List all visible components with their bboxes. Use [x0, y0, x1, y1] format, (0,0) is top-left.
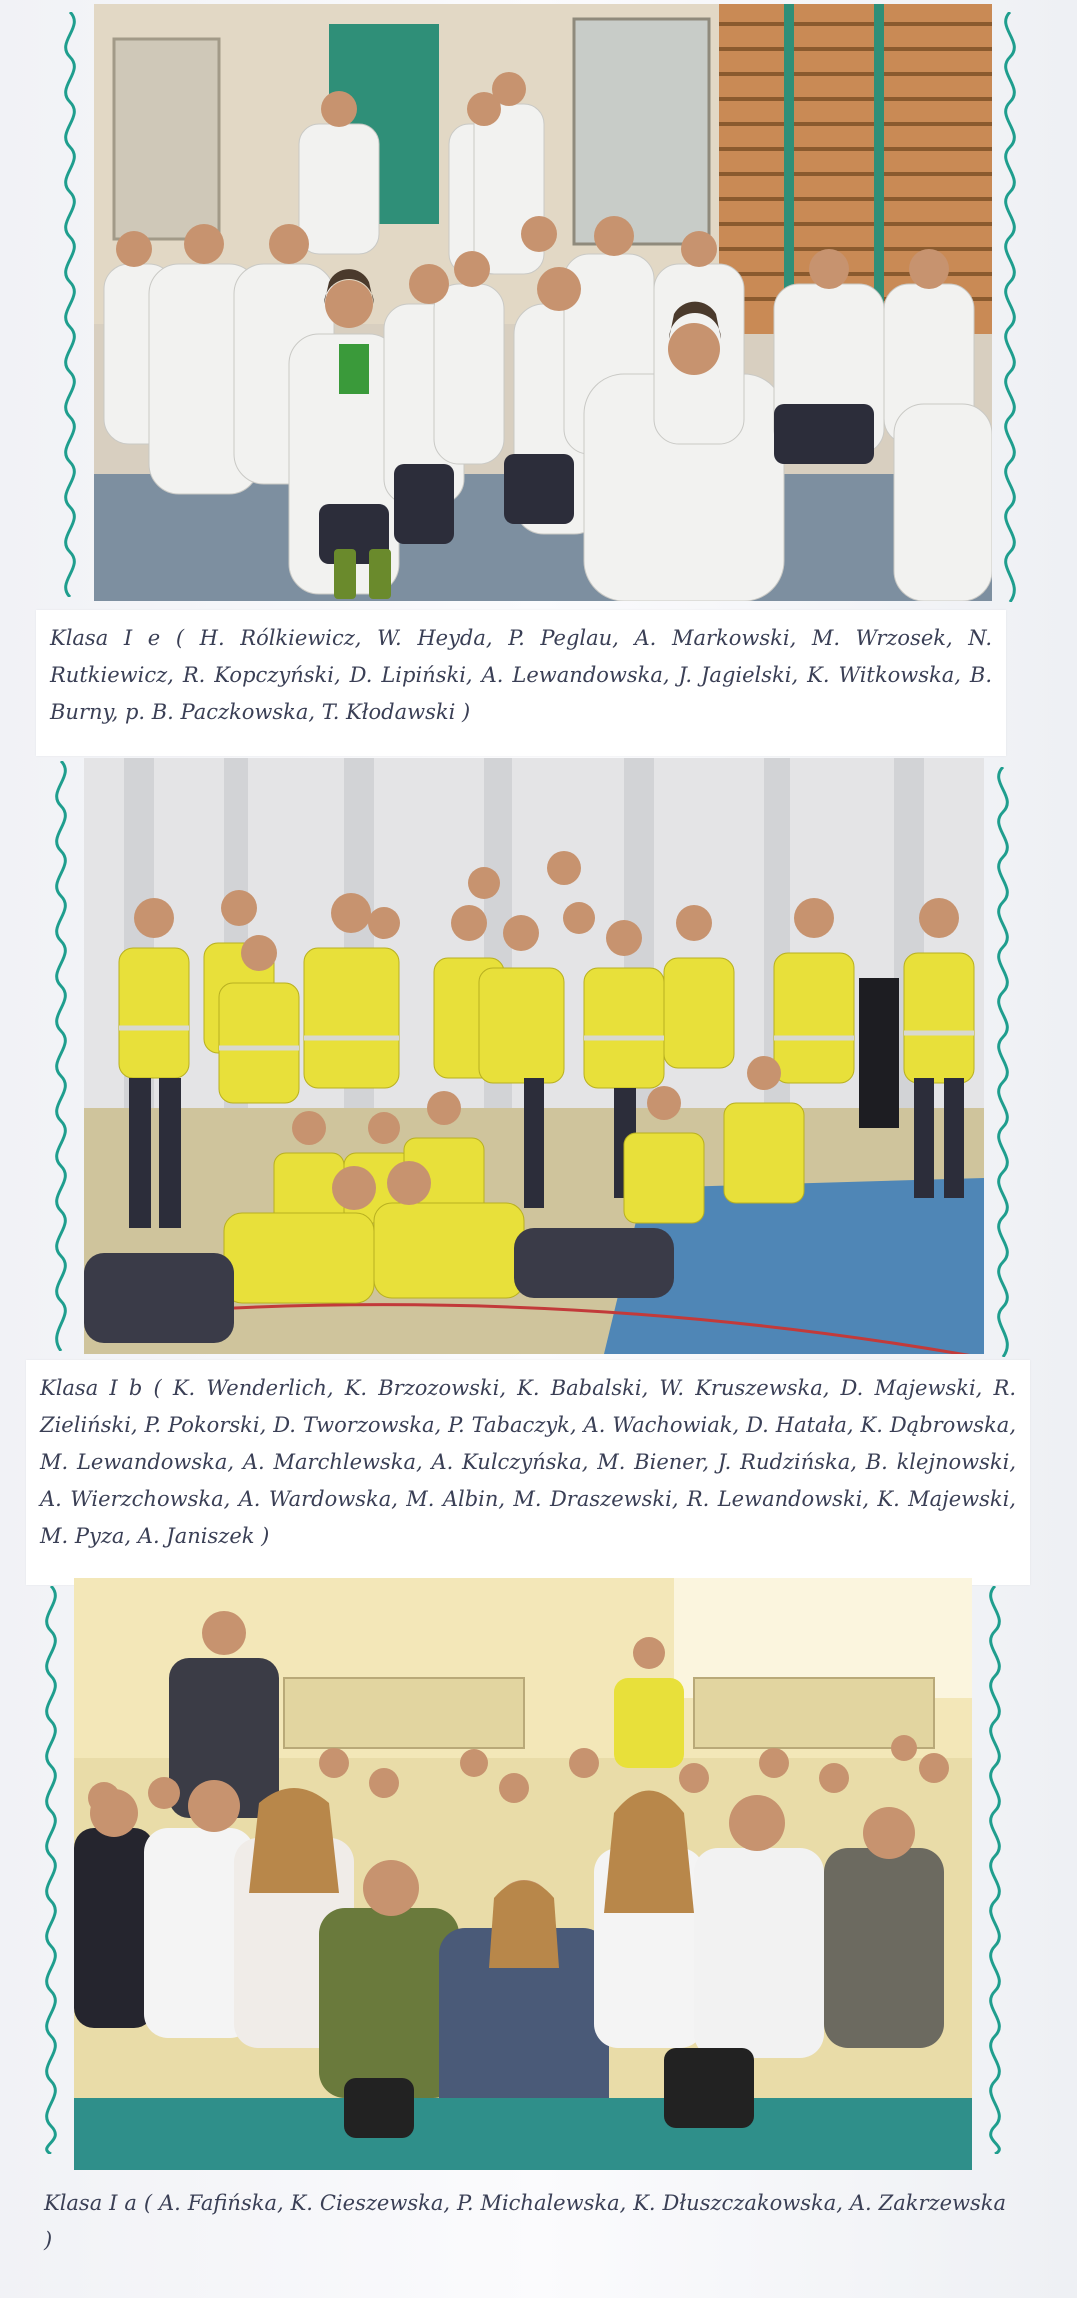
- class-caption: [36, 610, 1006, 756]
- section-class-1b: [0, 755, 1077, 1585]
- section-class-1e: [0, 0, 1077, 760]
- right-ornament: [995, 12, 1025, 602]
- caption-text: Klasa I e ( H. Rólkiewicz, W. Heyda, P. Peglau, A. Markowski, M. Wrzosek, N. Rutkiewicz, R. Kopczyński, D. Lipiński, A. Lewandowska, J. Jagielski, K. Witkowska, B. Burny, p. B. Paczkowska, T. Kłodawski ): [50, 626, 992, 724]
- class-photo: [84, 758, 984, 1354]
- class-photo: [74, 1578, 972, 2170]
- caption-text: Klasa I b ( K. Wenderlich, K. Brzozowski, K. Babalski, W. Kruszewska, D. Majewski, R. Zieliński, P. Pokorski, D. Tworzowska, P. Tabaczyk, A. Wachowiak, D. Hatała, K. Dąbrowska, M. Lewandowska, A. Marchlewska, A. Kulczyńska, M. Biener, J. Rudzińska, B. klejnowski, A. Wierzchowska, A. Wardowska, M. Albin, M. Draszewski, R. Lewandowski, K. Majewski, M. Pyza, A. Janiszek ): [40, 1376, 1016, 1548]
- right-ornament: [980, 1586, 1010, 2154]
- right-ornament: [988, 767, 1018, 1357]
- caption-text: Klasa I a ( A. Fafińska, K. Cieszewska, P. Michalewska, K. Dłuszczakowska, A. Zakrzewska ): [44, 2191, 1006, 2252]
- photo-gym-lab-coats: [94, 4, 992, 601]
- class-caption: [30, 2175, 1020, 2267]
- left-ornament: [55, 12, 85, 597]
- class-photo: [94, 4, 992, 601]
- left-ornament: [46, 761, 76, 1351]
- section-class-1a: [0, 1570, 1077, 2298]
- photo-seated-audience: [74, 1578, 972, 2170]
- class-caption: [26, 1360, 1030, 1585]
- left-ornament: [36, 1586, 66, 2154]
- photo-stage-yellow-vests: [84, 758, 984, 1354]
